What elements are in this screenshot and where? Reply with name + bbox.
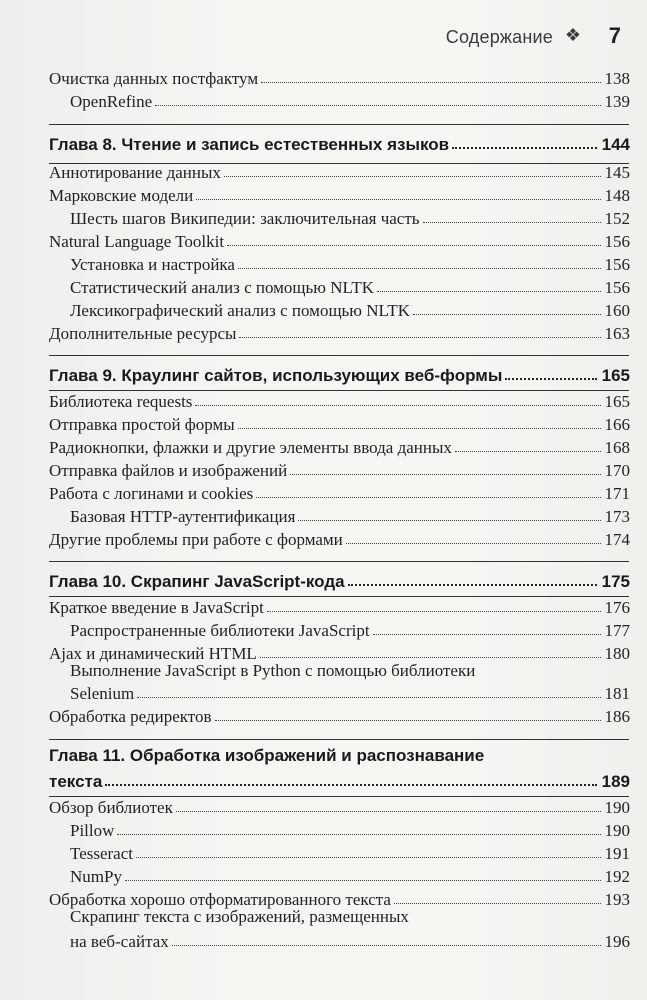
toc-entry[interactable]: [49, 321, 630, 344]
chapter-page: 175: [601, 572, 630, 591]
toc-entry-title: Обработка хорошо отформатированного текста: [49, 890, 391, 909]
leader-dots: [195, 404, 601, 406]
toc-entry[interactable]: [49, 595, 630, 618]
toc-entry-title: Natural Language Toolkit: [49, 232, 225, 251]
toc-entry-title: Отправка простой формы: [49, 415, 235, 434]
toc-entry-page: 168: [604, 438, 630, 457]
leader-dots: [238, 427, 601, 429]
toc-entry-page: 193: [604, 890, 630, 909]
toc-entry-title: Pillow: [70, 821, 115, 840]
toc-entry-page: 139: [604, 92, 630, 111]
toc-entry[interactable]: [49, 527, 630, 550]
toc-entry-title-line1: Выполнение JavaScript в Python с помощью библиотеки: [70, 661, 476, 680]
toc-entry-title: Tesseract: [70, 844, 133, 863]
leader-dots: [256, 496, 601, 498]
toc-entry-page: 176: [604, 598, 630, 617]
chapter-page: 189: [601, 772, 630, 791]
chapter-title-line1: Глава 11. Обработка изображений и распознавание: [49, 746, 485, 765]
toc-entry[interactable]: [49, 481, 630, 504]
toc-entry[interactable]: [49, 795, 630, 818]
toc-entry-title: NumPy: [70, 867, 122, 886]
toc-entry-page: 148: [604, 186, 630, 205]
toc-entry[interactable]: [70, 298, 630, 321]
toc-entry-page: 152: [604, 209, 630, 228]
diamond-ornament-icon: ❖: [564, 25, 581, 45]
toc-entry[interactable]: [70, 841, 630, 864]
toc-entry[interactable]: [49, 704, 630, 727]
toc-chapter-10[interactable]: [49, 568, 630, 592]
toc-entry-title: Установка и настройка: [70, 255, 235, 274]
toc-entry-page: 156: [604, 232, 630, 251]
toc-entry-page: 138: [604, 69, 630, 88]
toc-entry[interactable]: [49, 412, 630, 435]
leader-dots: [260, 656, 601, 658]
toc-entry-page: 190: [604, 798, 630, 817]
toc-entry-page: 190: [604, 821, 630, 840]
toc-chapter-8[interactable]: [49, 131, 630, 155]
toc-entry-page: 191: [604, 844, 630, 863]
chapter-divider: [49, 561, 629, 562]
toc-entry[interactable]: [49, 389, 630, 412]
chapter-title: Глава 8. Чтение и запись естественных языков: [49, 135, 450, 154]
toc-entry-title: Работа с логинами и cookies: [49, 484, 254, 503]
leader-dots: [394, 902, 601, 904]
leader-dots: [172, 944, 601, 946]
toc-entry[interactable]: [49, 229, 630, 252]
leader-dots: [267, 610, 601, 612]
leader-dots: [455, 450, 601, 452]
leader-dots: [105, 783, 597, 786]
page-number: 7: [608, 23, 621, 48]
leader-dots: [373, 633, 601, 635]
toc-entry-title: OpenRefine: [70, 92, 153, 111]
toc-entry[interactable]: [49, 66, 630, 89]
chapter-page: 144: [601, 135, 630, 154]
toc-entry-title: Распространенные библиотеки JavaScript: [70, 621, 370, 640]
toc-entry-page: 166: [604, 415, 630, 434]
chapter-divider: [49, 739, 629, 740]
toc-entry-page: 173: [604, 507, 630, 526]
leader-dots: [215, 719, 601, 721]
toc-entry[interactable]: [70, 89, 630, 112]
toc-entry[interactable]: [70, 275, 630, 298]
running-header-title: Содержание: [445, 27, 553, 47]
toc-entry-title: Статистический анализ с помощью NLTK: [70, 278, 374, 297]
leader-dots: [346, 542, 601, 544]
toc-entry-title: на веб-сайтах: [70, 932, 169, 951]
toc-entry-title: Selenium: [70, 684, 135, 703]
leader-dots: [136, 856, 601, 858]
leader-dots: [155, 104, 601, 106]
leader-dots: [377, 290, 601, 292]
toc-chapter-11[interactable]: [49, 768, 630, 792]
toc-entry[interactable]: [49, 458, 630, 481]
toc-entry-page: 171: [604, 484, 630, 503]
leader-dots: [227, 244, 601, 246]
chapter-divider: [49, 124, 629, 125]
toc-entry[interactable]: [70, 864, 630, 887]
chapter-divider: [49, 355, 629, 356]
toc-entry-page: 186: [604, 707, 630, 726]
toc-entry-page: 196: [604, 932, 630, 951]
toc-entry-page: 174: [604, 530, 630, 549]
toc-entry[interactable]: [70, 504, 630, 527]
toc-entry-title: Очистка данных постфактум: [49, 69, 259, 88]
toc-entry[interactable]: [70, 929, 630, 952]
leader-dots: [452, 146, 597, 149]
toc-entry-title: Краткое введение в JavaScript: [49, 598, 264, 617]
toc-entry-page: 192: [604, 867, 630, 886]
toc-entry-page: 156: [604, 278, 630, 297]
toc-entry[interactable]: [49, 160, 630, 183]
toc-entry-page: 145: [604, 163, 630, 182]
toc-entry-title: Лексикографический анализ с помощью NLTK: [70, 301, 410, 320]
toc-entry-page: 177: [604, 621, 630, 640]
toc-entry-title: Обзор библиотек: [49, 798, 173, 817]
toc-entry-title: Аннотирование данных: [49, 163, 221, 182]
toc-entry-page: 156: [604, 255, 630, 274]
toc-entry[interactable]: [70, 681, 630, 704]
chapter-title: Глава 9. Краулинг сайтов, использующих веб-формы: [49, 366, 503, 385]
toc-entry-page: 180: [604, 644, 630, 663]
toc-chapter-9[interactable]: [49, 362, 630, 386]
toc-entry-title: Базовая HTTP-аутентификация: [70, 507, 296, 526]
chapter-title: текста: [49, 772, 103, 791]
toc-entry[interactable]: [70, 206, 630, 229]
toc-entry-title: Ajax и динамический HTML: [49, 644, 257, 663]
leader-dots: [239, 336, 601, 338]
chapter-page: 165: [601, 366, 630, 385]
toc-entry-page: 181: [604, 684, 630, 703]
toc-entry-page: 163: [604, 324, 630, 343]
leader-dots: [125, 879, 601, 881]
toc-entry-page: 160: [604, 301, 630, 320]
leader-dots: [224, 175, 601, 177]
leader-dots: [423, 221, 601, 223]
leader-dots: [505, 377, 597, 380]
toc-entry[interactable]: [70, 618, 630, 641]
leader-dots: [176, 810, 601, 812]
toc-entry[interactable]: [49, 435, 630, 458]
toc-entry-page: 165: [604, 392, 630, 411]
leader-dots: [261, 81, 601, 83]
leader-dots: [290, 473, 601, 475]
toc-entry-title: Обработка редиректов: [49, 707, 212, 726]
running-header: [0, 20, 625, 54]
toc-entry-title: Библиотека requests: [49, 392, 193, 411]
leader-dots: [348, 583, 597, 586]
toc-entry[interactable]: [49, 183, 630, 206]
leader-dots: [298, 519, 601, 521]
leader-dots: [196, 198, 601, 200]
leader-dots: [137, 696, 601, 698]
chapter-title: Глава 10. Скрапинг JavaScript-кода: [49, 572, 345, 591]
toc-entry-title: Отправка файлов и изображений: [49, 461, 288, 480]
toc-entry-title: Шесть шагов Википедии: заключительная часть: [70, 209, 420, 228]
leader-dots: [413, 313, 601, 315]
leader-dots: [238, 267, 601, 269]
toc-entry[interactable]: [70, 818, 630, 841]
toc-entry[interactable]: [70, 252, 630, 275]
toc-entry-title: Марковские модели: [49, 186, 194, 205]
toc-entry-title: Другие проблемы при работе с формами: [49, 530, 343, 549]
toc-entry-title: Дополнительные ресурсы: [49, 324, 237, 343]
toc-entry-title: Радиокнопки, флажки и другие элементы ввода данных: [49, 438, 452, 457]
leader-dots: [117, 833, 601, 835]
toc-entry-title-line1: Скрапинг текста с изображений, размещенных: [70, 907, 409, 926]
toc-entry-page: 170: [604, 461, 630, 480]
